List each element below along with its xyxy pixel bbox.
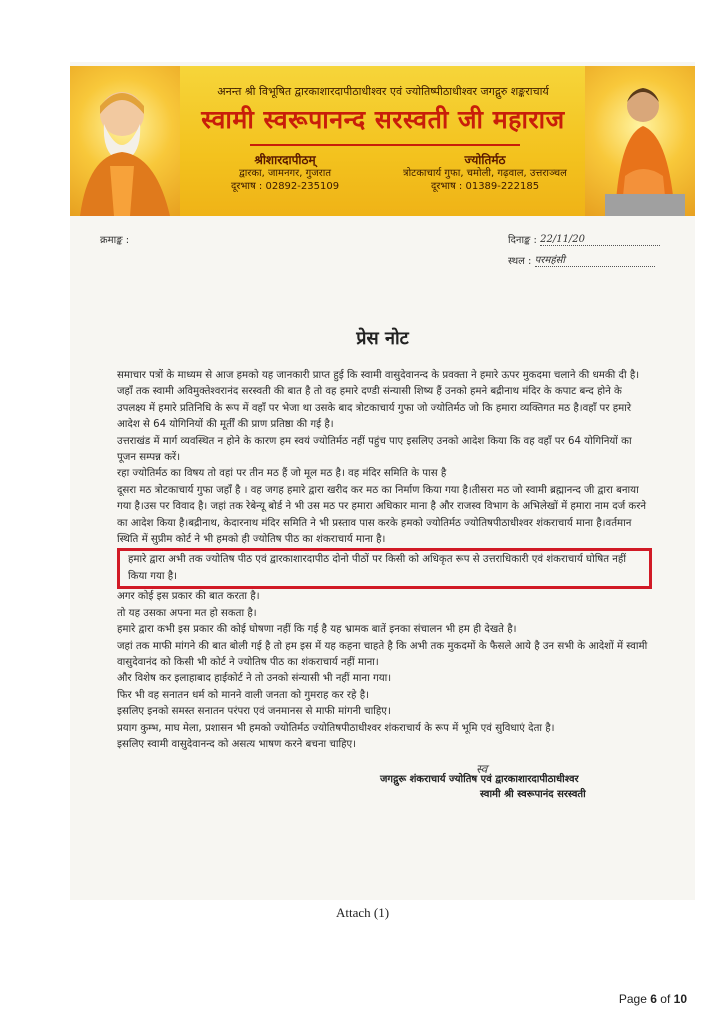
reference-label: क्रमाङ्क : [100,235,130,246]
line: फिर भी वह सनातन धर्म को मानने वाली जनता को गुमराह कर रहे है। [117,689,369,701]
page-of: of [660,992,671,1006]
attachment-caption: Attach (1) [335,905,390,920]
letterhead-subtitle: अनन्त श्री विभूषित द्वारकाशारदापीठाधीश्वर एवं ज्योतिष्पीठाधीश्वर जगद्गुरु शङ्कराचार्य [217,85,549,98]
signatory-name: स्वामी श्री स्वरूपानंद सरस्वती [480,789,586,800]
line: जहां तक माफी मांगने की बात बोली गई है तो हम इस में यह कहना चाहते है कि अभी तक मुकदमों के फैसले आये है उन सभी के आदेशों में स्वामी वासुदेवानंद को किसी भी कोर्ट ने ज्योतिष पीठ का शंकराचार्य नहीं माना। [117,640,648,668]
date-field [508,232,660,246]
left-seat-name: श्रीशारदापीठम् [254,153,316,167]
adi-shankara-portrait [585,66,695,216]
reference-number [100,232,129,246]
page-number [619,992,687,1006]
press-note-heading: प्रेस नोट [356,328,409,349]
right-seat-phone: दूरभाष : 01389-222185 [430,181,540,192]
place-label: स्थल : [508,256,532,267]
highlighted-statement: हमारे द्वारा अभी तक ज्योतिष पीठ एवं द्वारकाशारदापीठ दोनो पीठों पर किसी को अधिकृत रूप से उत्तराधिकारी एवं शंकराचार्य घोषित नहीं किया गया है। [117,548,652,589]
left-seat-block [185,154,385,193]
paragraph: रहा ज्योतिर्मठ का विषय तो वहां पर तीन मठ हैं जो मूल मठ है। वह मंदिर समिति के पास है [117,468,447,480]
line: और विशेष कर इलाहाबाद हाईकोर्ट ने तो उनको संन्यासी भी नहीं माना गया। [117,673,392,685]
signature-block [380,772,586,802]
line: अगर कोई इस प्रकार की बात करता है। [117,591,260,603]
line: हमारे द्वारा कभी इस प्रकार की कोई घोषणा नहीं कि गई है यह भ्रामक बातें इनका संचालन भी हम ही देखते है। [117,624,517,636]
place-value: परमहंसी [534,255,566,266]
handwritten-signature: स्व [476,762,488,776]
portrait-figure-icon [70,66,180,216]
page-prefix: Page [618,992,647,1006]
paragraph: दूसरा मठ त्रोटकाचार्य गुफा जहाँ है । वह जगह हमारे द्वारा खरीद कर मठ का निर्माण किया गया है।तीसरा मठ जो स्वामी ब्रह्मानन्द जी द्वारा बनाया गया है।उस पर विवाद है। जहां तक रेबेन्यू बोर्ड ने भी उस मठ पर हमारा अधिकार माना है और राजस्व विभाग के अभिलेखों में हमारा नाम दर्ज करने का आदेश किया है।बद्रीनाथ, केदारनाथ मंदिर समिति ने भी प्रस्ताव पास करके हमको ज्योतिर्मठ ज्योतिषपीठाधीश्वर शंकराचार्य माना है।वर्तमान स्थिति में सुप्रीम कोर्ट ने भी हमको ही ज्योतिष पीठ का शंकराचार्य माना है। [117,484,647,546]
date-value: 22/11/20 [540,234,586,245]
letter-body [117,368,652,753]
line: इसलिए स्वामी वासुदेवानन्द को असत्य भाषण करने बचना चाहिए। [117,738,357,750]
seated-sage-icon [585,66,695,216]
paragraph: उत्तराखंड में मार्ग व्यवस्थित न होने के कारण हम स्वयं ज्योतिर्मठ नहीं पहुंच पाए इसलिए उनको आदेश किया कि वह वहाँ पर 64 योगिनियों का पूजन सम्पन्न करें। [117,435,632,464]
letterhead-divider [250,144,520,146]
line: इसलिए इनको समस्त सनातन परंपरा एवं जनमानस से माफी मांगनी चाहिए। [117,706,391,718]
right-seat-block [370,154,600,193]
right-seat-address: त्रोटकाचार्य गुफा, चमोली, गढ़वाल, उत्तराञ्चल [403,168,567,179]
shankaracharya-portrait [70,66,180,216]
letterhead-title: स्वामी स्वरूपानन्द सरस्वती जी महाराज [201,105,565,134]
signatory-title: जगद्गुरू शंकराचार्य ज्योतिष एवं द्वारकाशारदापीठाधीश्वर [380,774,579,785]
place-field [508,252,655,267]
line: प्रयाग कुम्भ, माघ मेला, प्रशासन भी हमको ज्योतिर्मठ ज्योतिषपीठाधीश्वर शंकराचार्य के रूप में भूमि एवं सुविधाएं देता है। [117,722,555,734]
right-seat-name: ज्योतिर्मठ [464,153,506,167]
letterhead-banner [70,66,695,216]
left-seat-phone: दूरभाष : 02892-235109 [230,181,340,192]
line: तो यह उसका अपना मत हो सकता है। [117,607,257,619]
current-page: 6 [650,992,657,1006]
paragraph: समाचार पत्रों के माध्यम से आज हमको यह जानकारी प्राप्त हुई कि स्वामी वासुदेवानन्द के प्रवक्ता ने हमारे ऊपर मुकदमा चलाने की धमकी दी है।जहाँ तक स्वामी अविमुक्तेश्वरानंद सरस्वती की बात है तो वह हमारे दण्डी संन्यासी शिष्य हैं उनको हमने बद्रीनाथ मंदिर के कपाट बन्द होने के उपलक्ष्य में हमारे प्रतिनिधि के रूप में वहाँ पर भेजा था उसके बाद त्रोटकाचार्य गुफा जो ज्योतिर्मठ जो कि हमारा व्यक्तिगत मठ है।वहाँ पर हमारे आदेश से 64 योगिनियों की मूर्तीं की प्राण प्रतिष्ठा की गई है। [117,370,640,431]
date-label: दिनाङ्क : [508,235,537,246]
total-pages: 10 [673,992,687,1006]
left-seat-address: द्वारका, जामनगर, गुजरात [238,168,332,179]
